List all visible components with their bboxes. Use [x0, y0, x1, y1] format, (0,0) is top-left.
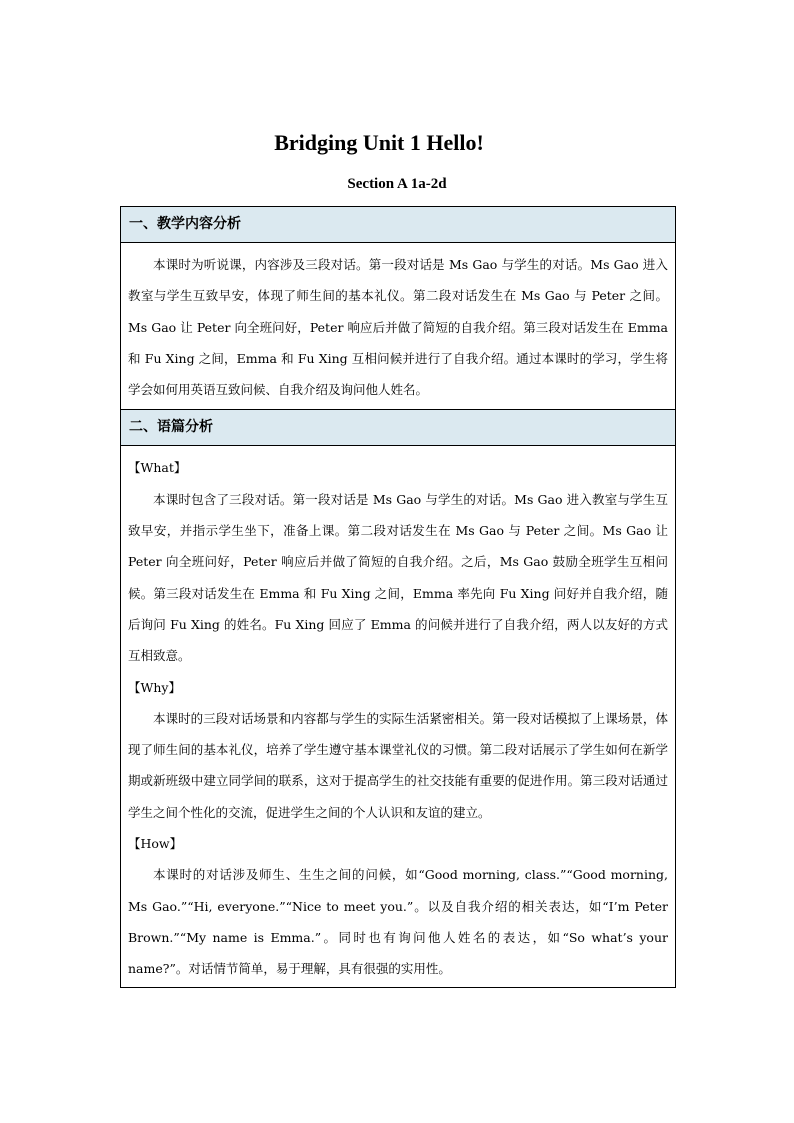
why-text: 本课时的三段对话场景和内容都与学生的实际生活紧密相关。第一段对话模拟了上课场景，体现了师生间的基本礼仪，培养了学生遵守基本课堂礼仪的习惯。第二段对话展示了学生如何在新学期或新班级中建立同学间的联系，这对于提高学生的社交技能有重要的促进作用。第三段对话通过学生之间个性化的交流，促进学生之间的个人认识和友谊的建立。: [128, 710, 668, 820]
lesson-analysis-table: [120, 206, 676, 988]
how-label: 【How】: [128, 836, 183, 852]
section-heading-discourse-analysis: 二、语篇分析: [121, 410, 675, 446]
section-subtitle: Section A 1a-2d: [347, 176, 447, 192]
why-label: 【Why】: [128, 679, 181, 695]
document-title: Bridging Unit 1 Hello!: [274, 130, 484, 155]
content-analysis-text: 本课时为听说课，内容涉及三段对话。第一段对话是 Ms Gao 与学生的对话。Ms Gao 进入教室与学生互致早安，体现了师生间的基本礼仪。第二段对话发生在 Ms Gao 与 Peter 之间。Ms Gao 让 Peter 向全班问好，Peter 响应后并做了简短的自我介绍。第三段对话发生在 Emma 和 Fu Xing 之间，Emma 和 Fu Xing 互相问候并进行了自我介绍。通过本课时的学习，学生将学会如何用英语互致问候、自我介绍及询问他人姓名。: [128, 257, 668, 398]
what-label: 【What】: [128, 460, 187, 476]
content-analysis-body: [121, 243, 675, 410]
discourse-analysis-body: [121, 446, 675, 986]
what-text: 本课时包含了三段对话。第一段对话是 Ms Gao 与学生的对话。Ms Gao 进入教室与学生互致早安，并指示学生坐下，准备上课。第二段对话发生在 Ms Gao 与 Peter 之间。Ms Gao 让 Peter 向全班问好，Peter 响应后并做了简短的自我介绍。之后，Ms Gao 鼓励全班学生互相问候。第三段对话发生在 Emma 和 Fu Xing 之间，Emma 率先向 Fu Xing 问好并自我介绍，随后询问 Fu Xing 的姓名。Fu Xing 回应了 Emma 的问候并进行了自我介绍，两人以友好的方式互相致意。: [128, 491, 668, 664]
how-text: 本课时的对话涉及师生、生生之间的问候，如“Good morning, class.”“Good morning, Ms Gao.”“Hi, everyone.”“Nice to meet you.”。以及自我介绍的相关表达，如“I’m Peter Brown.”“My name is Emma.”。同时也有询问他人姓名的表达，如“So what’s your name?”。对话情节简单，易于理解，具有很强的实用性。: [128, 867, 668, 977]
section-heading-content-analysis: 一、教学内容分析: [121, 207, 675, 243]
